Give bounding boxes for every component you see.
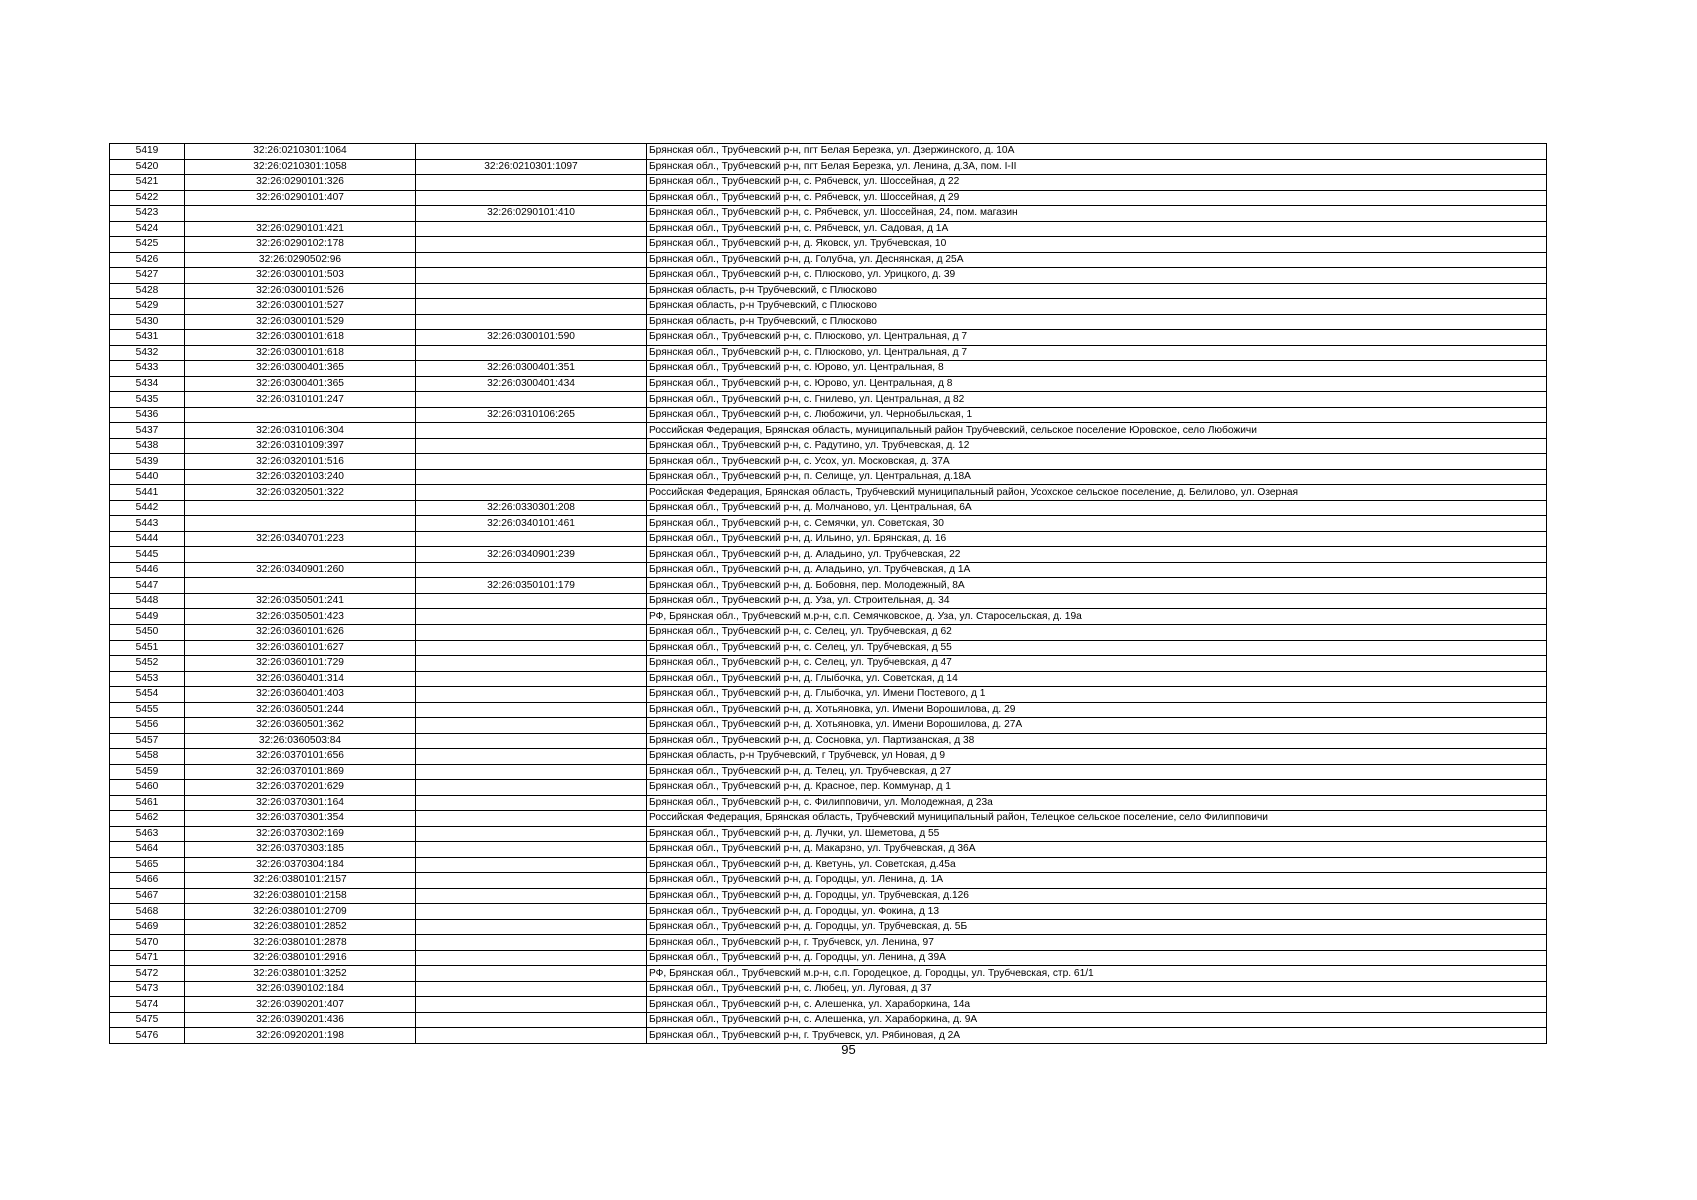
address-cell: Брянская обл., Трубчевский р-н, д. Сосновка, ул. Партизанская, д 38 — [647, 733, 1547, 749]
address-cell: Брянская обл., Трубчевский р-н, пгт Белая Березка, ул. Ленина, д.3А, пом. I-II — [647, 159, 1547, 175]
table-row — [110, 609, 1547, 625]
cadastral-number-cell: 32:26:0370303:185 — [185, 842, 416, 858]
row-number-cell: 5454 — [110, 687, 185, 703]
row-number-cell: 5471 — [110, 950, 185, 966]
cadastral-number-cell: 32:26:0920201:198 — [185, 1028, 416, 1044]
related-cadastral-number-cell: 32:26:0340901:239 — [416, 547, 647, 563]
address-cell: Брянская обл., Трубчевский р-н, д. Аладьино, ул. Трубчевская, 22 — [647, 547, 1547, 563]
cadastral-number-cell: 32:26:0300101:503 — [185, 268, 416, 284]
registry-table — [109, 143, 1547, 1044]
row-number-cell: 5449 — [110, 609, 185, 625]
cadastral-number-cell: 32:26:0390102:184 — [185, 981, 416, 997]
table-row — [110, 997, 1547, 1013]
related-cadastral-number-cell — [416, 687, 647, 703]
cadastral-number-cell: 32:26:0370201:629 — [185, 780, 416, 796]
cadastral-number-cell: 32:26:0300401:365 — [185, 376, 416, 392]
related-cadastral-number-cell — [416, 981, 647, 997]
row-number-cell: 5460 — [110, 780, 185, 796]
address-cell: Брянская область, р-н Трубчевский, с Плюсково — [647, 283, 1547, 299]
address-cell: Брянская обл., Трубчевский р-н, д. Лучки, ул. Шеметова, д 55 — [647, 826, 1547, 842]
related-cadastral-number-cell — [416, 283, 647, 299]
cadastral-number-cell: 32:26:0340701:223 — [185, 531, 416, 547]
related-cadastral-number-cell — [416, 780, 647, 796]
related-cadastral-number-cell — [416, 857, 647, 873]
related-cadastral-number-cell — [416, 175, 647, 191]
cadastral-number-cell: 32:26:0210301:1058 — [185, 159, 416, 175]
table-row — [110, 330, 1547, 346]
row-number-cell: 5470 — [110, 935, 185, 951]
row-number-cell: 5468 — [110, 904, 185, 920]
row-number-cell: 5456 — [110, 718, 185, 734]
row-number-cell: 5431 — [110, 330, 185, 346]
table-row — [110, 981, 1547, 997]
row-number-cell: 5419 — [110, 144, 185, 160]
row-number-cell: 5439 — [110, 454, 185, 470]
address-cell: Брянская обл., Трубчевский р-н, д. Красное, пер. Коммунар, д 1 — [647, 780, 1547, 796]
address-cell: Брянская обл., Трубчевский р-н, д. Городцы, ул. Трубчевская, д. 5Б — [647, 919, 1547, 935]
address-cell: Брянская обл., Трубчевский р-н, с. Рябчевск, ул. Шоссейная, 24, пом. магазин — [647, 206, 1547, 222]
cadastral-number-cell: 32:26:0370101:869 — [185, 764, 416, 780]
cadastral-number-cell: 32:26:0360501:244 — [185, 702, 416, 718]
address-cell: Брянская обл., Трубчевский р-н, с. Гнилево, ул. Центральная, д 82 — [647, 392, 1547, 408]
table-row — [110, 1012, 1547, 1028]
row-number-cell: 5452 — [110, 656, 185, 672]
cadastral-number-cell: 32:26:0390201:436 — [185, 1012, 416, 1028]
address-cell: Брянская обл., Трубчевский р-н, с. Рябчевск, ул. Садовая, д 1А — [647, 221, 1547, 237]
cadastral-number-cell: 32:26:0350501:241 — [185, 593, 416, 609]
related-cadastral-number-cell: 32:26:0290101:410 — [416, 206, 647, 222]
cadastral-number-cell: 32:26:0310109:397 — [185, 438, 416, 454]
table-row — [110, 485, 1547, 501]
related-cadastral-number-cell — [416, 656, 647, 672]
table-row — [110, 283, 1547, 299]
table-row — [110, 795, 1547, 811]
related-cadastral-number-cell — [416, 826, 647, 842]
table-row — [110, 438, 1547, 454]
address-cell: Брянская обл., Трубчевский р-н, с. Любец, ул. Луговая, д 37 — [647, 981, 1547, 997]
row-number-cell: 5423 — [110, 206, 185, 222]
table-row — [110, 702, 1547, 718]
related-cadastral-number-cell — [416, 919, 647, 935]
address-cell: Брянская обл., Трубчевский р-н, с. Селец, ул. Трубчевская, д 55 — [647, 640, 1547, 656]
cadastral-number-cell: 32:26:0350501:423 — [185, 609, 416, 625]
address-cell: Брянская обл., Трубчевский р-н, д. Уза, ул. Строительная, д. 34 — [647, 593, 1547, 609]
row-number-cell: 5472 — [110, 966, 185, 982]
related-cadastral-number-cell — [416, 221, 647, 237]
table-row — [110, 268, 1547, 284]
related-cadastral-number-cell — [416, 423, 647, 439]
related-cadastral-number-cell — [416, 624, 647, 640]
related-cadastral-number-cell — [416, 811, 647, 827]
address-cell: Брянская обл., Трубчевский р-н, д. Яковск, ул. Трубчевская, 10 — [647, 237, 1547, 253]
address-cell: Брянская обл., Трубчевский р-н, г. Трубчевск, ул. Рябиновая, д 2А — [647, 1028, 1547, 1044]
row-number-cell: 5448 — [110, 593, 185, 609]
table-row — [110, 764, 1547, 780]
cadastral-number-cell: 32:26:0360401:314 — [185, 671, 416, 687]
table-row — [110, 966, 1547, 982]
cadastral-number-cell: 32:26:0300101:527 — [185, 299, 416, 315]
address-cell: Брянская обл., Трубчевский р-н, с. Плюсково, ул. Центральная, д 7 — [647, 330, 1547, 346]
cadastral-number-cell: 32:26:0380101:3252 — [185, 966, 416, 982]
table-row — [110, 345, 1547, 361]
cadastral-number-cell: 32:26:0290101:421 — [185, 221, 416, 237]
cadastral-number-cell: 32:26:0370301:354 — [185, 811, 416, 827]
address-cell: Брянская обл., Трубчевский р-н, с. Алешенка, ул. Хараборкина, 14а — [647, 997, 1547, 1013]
table-row — [110, 888, 1547, 904]
related-cadastral-number-cell — [416, 640, 647, 656]
row-number-cell: 5424 — [110, 221, 185, 237]
row-number-cell: 5420 — [110, 159, 185, 175]
address-cell: Брянская обл., Трубчевский р-н, с. Семячки, ул. Советская, 30 — [647, 516, 1547, 532]
table-row — [110, 733, 1547, 749]
cadastral-number-cell: 32:26:0290101:407 — [185, 190, 416, 206]
related-cadastral-number-cell — [416, 671, 647, 687]
cadastral-number-cell: 32:26:0360101:729 — [185, 656, 416, 672]
address-cell: Брянская обл., Трубчевский р-н, с. Плюсково, ул. Урицкого, д. 39 — [647, 268, 1547, 284]
row-number-cell: 5475 — [110, 1012, 185, 1028]
table-row — [110, 826, 1547, 842]
address-cell: Брянская обл., Трубчевский р-н, д. Городцы, ул. Фокина, д 13 — [647, 904, 1547, 920]
related-cadastral-number-cell: 32:26:0340101:461 — [416, 516, 647, 532]
row-number-cell: 5442 — [110, 500, 185, 516]
address-cell: Брянская обл., Трубчевский р-н, д. Хотьяновка, ул. Имени Ворошилова, д. 27А — [647, 718, 1547, 734]
table-row — [110, 299, 1547, 315]
cadastral-number-cell: 32:26:0320103:240 — [185, 469, 416, 485]
table-row — [110, 361, 1547, 377]
address-cell: Брянская обл., Трубчевский р-н, п. Селище, ул. Центральная, д.18А — [647, 469, 1547, 485]
table-row — [110, 252, 1547, 268]
row-number-cell: 5450 — [110, 624, 185, 640]
row-number-cell: 5465 — [110, 857, 185, 873]
cadastral-number-cell: 32:26:0320101:516 — [185, 454, 416, 470]
row-number-cell: 5433 — [110, 361, 185, 377]
cadastral-number-cell: 32:26:0290102:178 — [185, 237, 416, 253]
cadastral-number-cell: 32:26:0210301:1064 — [185, 144, 416, 160]
related-cadastral-number-cell — [416, 144, 647, 160]
row-number-cell: 5427 — [110, 268, 185, 284]
address-cell: Брянская обл., Трубчевский р-н, д. Глыбочка, ул. Советская, д 14 — [647, 671, 1547, 687]
cadastral-number-cell: 32:26:0300101:618 — [185, 345, 416, 361]
related-cadastral-number-cell — [416, 749, 647, 765]
row-number-cell: 5469 — [110, 919, 185, 935]
table-row — [110, 500, 1547, 516]
related-cadastral-number-cell — [416, 314, 647, 330]
row-number-cell: 5453 — [110, 671, 185, 687]
related-cadastral-number-cell — [416, 733, 647, 749]
table-row — [110, 190, 1547, 206]
address-cell: Российская Федерация, Брянская область, Трубчевский муниципальный район, Усохское сельское поселение, д. Белилово, ул. Озерная — [647, 485, 1547, 501]
table-row — [110, 469, 1547, 485]
cadastral-number-cell: 32:26:0380101:2158 — [185, 888, 416, 904]
related-cadastral-number-cell: 32:26:0210301:1097 — [416, 159, 647, 175]
cadastral-number-cell: 32:26:0300101:529 — [185, 314, 416, 330]
related-cadastral-number-cell — [416, 345, 647, 361]
related-cadastral-number-cell — [416, 997, 647, 1013]
related-cadastral-number-cell — [416, 485, 647, 501]
table-row — [110, 206, 1547, 222]
table-row — [110, 687, 1547, 703]
table-row — [110, 656, 1547, 672]
row-number-cell: 5447 — [110, 578, 185, 594]
related-cadastral-number-cell: 32:26:0350101:179 — [416, 578, 647, 594]
row-number-cell: 5467 — [110, 888, 185, 904]
address-cell: Брянская обл., Трубчевский р-н, с. Юрово, ул. Центральная, д 8 — [647, 376, 1547, 392]
address-cell: Брянская обл., Трубчевский р-н, д. Хотьяновка, ул. Имени Ворошилова, д. 29 — [647, 702, 1547, 718]
cadastral-number-cell: 32:26:0370302:169 — [185, 826, 416, 842]
cadastral-number-cell: 32:26:0380101:2709 — [185, 904, 416, 920]
cadastral-number-cell: 32:26:0300101:618 — [185, 330, 416, 346]
cadastral-number-cell: 32:26:0370301:164 — [185, 795, 416, 811]
address-cell: Брянская обл., Трубчевский р-н, д. Телец, ул. Трубчевская, д 27 — [647, 764, 1547, 780]
row-number-cell: 5434 — [110, 376, 185, 392]
table-row — [110, 562, 1547, 578]
cadastral-number-cell — [185, 206, 416, 222]
row-number-cell: 5445 — [110, 547, 185, 563]
row-number-cell: 5436 — [110, 407, 185, 423]
cadastral-number-cell: 32:26:0320501:322 — [185, 485, 416, 501]
row-number-cell: 5464 — [110, 842, 185, 858]
address-cell: Российская Федерация, Брянская область, Трубчевский муниципальный район, Телецкое сельское поселение, село Филипповичи — [647, 811, 1547, 827]
address-cell: Брянская обл., Трубчевский р-н, г. Трубчевск, ул. Ленина, 97 — [647, 935, 1547, 951]
row-number-cell: 5440 — [110, 469, 185, 485]
related-cadastral-number-cell — [416, 299, 647, 315]
row-number-cell: 5451 — [110, 640, 185, 656]
address-cell: Брянская обл., Трубчевский р-н, с. Рябчевск, ул. Шоссейная, д 29 — [647, 190, 1547, 206]
related-cadastral-number-cell — [416, 392, 647, 408]
table-row — [110, 237, 1547, 253]
cadastral-number-cell: 32:26:0360503:84 — [185, 733, 416, 749]
table-row — [110, 159, 1547, 175]
address-cell: Брянская обл., Трубчевский р-н, пгт Белая Березка, ул. Дзержинского, д. 10А — [647, 144, 1547, 160]
row-number-cell: 5432 — [110, 345, 185, 361]
table-row — [110, 811, 1547, 827]
row-number-cell: 5441 — [110, 485, 185, 501]
address-cell: Брянская обл., Трубчевский р-н, с. Радутино, ул. Трубчевская, д. 12 — [647, 438, 1547, 454]
cadastral-number-cell — [185, 516, 416, 532]
row-number-cell: 5466 — [110, 873, 185, 889]
table-row — [110, 857, 1547, 873]
address-cell: Брянская область, р-н Трубчевский, с Плюсково — [647, 299, 1547, 315]
row-number-cell: 5462 — [110, 811, 185, 827]
table-row — [110, 671, 1547, 687]
address-cell: Брянская обл., Трубчевский р-н, д. Кветунь, ул. Советская, д.45а — [647, 857, 1547, 873]
related-cadastral-number-cell: 32:26:0300401:351 — [416, 361, 647, 377]
address-cell: Брянская обл., Трубчевский р-н, д. Молчаново, ул. Центральная, 6А — [647, 500, 1547, 516]
related-cadastral-number-cell: 32:26:0300401:434 — [416, 376, 647, 392]
cadastral-number-cell: 32:26:0300101:526 — [185, 283, 416, 299]
related-cadastral-number-cell — [416, 454, 647, 470]
table-row — [110, 780, 1547, 796]
address-cell: Брянская обл., Трубчевский р-н, с. Селец, ул. Трубчевская, д 47 — [647, 656, 1547, 672]
cadastral-number-cell: 32:26:0290101:326 — [185, 175, 416, 191]
related-cadastral-number-cell — [416, 935, 647, 951]
related-cadastral-number-cell — [416, 562, 647, 578]
page-number: 95 — [841, 1042, 856, 1057]
cadastral-number-cell — [185, 500, 416, 516]
address-cell: Брянская обл., Трубчевский р-н, с. Любожичи, ул. Чернобыльская, 1 — [647, 407, 1547, 423]
address-cell: Брянская обл., Трубчевский р-н, д. Ильино, ул. Брянская, д. 16 — [647, 531, 1547, 547]
table-row — [110, 935, 1547, 951]
cadastral-number-cell: 32:26:0390201:407 — [185, 997, 416, 1013]
row-number-cell: 5457 — [110, 733, 185, 749]
table-row — [110, 392, 1547, 408]
cadastral-number-cell: 32:26:0340901:260 — [185, 562, 416, 578]
row-number-cell: 5438 — [110, 438, 185, 454]
row-number-cell: 5437 — [110, 423, 185, 439]
row-number-cell: 5422 — [110, 190, 185, 206]
address-cell: Брянская область, р-н Трубчевский, г Трубчевск, ул Новая, д 9 — [647, 749, 1547, 765]
related-cadastral-number-cell — [416, 873, 647, 889]
row-number-cell: 5446 — [110, 562, 185, 578]
cadastral-number-cell: 32:26:0300401:365 — [185, 361, 416, 377]
cadastral-number-cell: 32:26:0360501:362 — [185, 718, 416, 734]
related-cadastral-number-cell — [416, 888, 647, 904]
address-cell: Брянская обл., Трубчевский р-н, д. Городцы, ул. Трубчевская, д.126 — [647, 888, 1547, 904]
related-cadastral-number-cell — [416, 702, 647, 718]
related-cadastral-number-cell — [416, 469, 647, 485]
address-cell: Брянская обл., Трубчевский р-н, с. Филипповичи, ул. Молодежная, д 23а — [647, 795, 1547, 811]
table-row — [110, 454, 1547, 470]
table-row — [110, 144, 1547, 160]
related-cadastral-number-cell — [416, 950, 647, 966]
table-row — [110, 749, 1547, 765]
related-cadastral-number-cell: 32:26:0330301:208 — [416, 500, 647, 516]
table-row — [110, 314, 1547, 330]
table-row — [110, 904, 1547, 920]
table-row — [110, 423, 1547, 439]
cadastral-number-cell: 32:26:0370101:656 — [185, 749, 416, 765]
row-number-cell: 5443 — [110, 516, 185, 532]
cadastral-number-cell: 32:26:0360401:403 — [185, 687, 416, 703]
table-row — [110, 376, 1547, 392]
related-cadastral-number-cell — [416, 268, 647, 284]
address-cell: Брянская обл., Трубчевский р-н, д. Голубча, ул. Деснянская, д 25А — [647, 252, 1547, 268]
table-row — [110, 175, 1547, 191]
table-row — [110, 221, 1547, 237]
related-cadastral-number-cell — [416, 252, 647, 268]
related-cadastral-number-cell — [416, 904, 647, 920]
row-number-cell: 5473 — [110, 981, 185, 997]
table-row — [110, 624, 1547, 640]
related-cadastral-number-cell — [416, 842, 647, 858]
related-cadastral-number-cell — [416, 438, 647, 454]
cadastral-number-cell: 32:26:0370304:184 — [185, 857, 416, 873]
address-cell: РФ, Брянская обл., Трубчевский м.р-н, с.п. Семячковское, д. Уза, ул. Старосельская, д. 19а — [647, 609, 1547, 625]
related-cadastral-number-cell — [416, 190, 647, 206]
row-number-cell: 5474 — [110, 997, 185, 1013]
address-cell: Брянская обл., Трубчевский р-н, д. Городцы, ул. Ленина, д. 1А — [647, 873, 1547, 889]
related-cadastral-number-cell — [416, 1012, 647, 1028]
related-cadastral-number-cell — [416, 237, 647, 253]
row-number-cell: 5458 — [110, 749, 185, 765]
cadastral-number-cell — [185, 578, 416, 594]
row-number-cell: 5459 — [110, 764, 185, 780]
cadastral-number-cell — [185, 547, 416, 563]
address-cell: Российская Федерация, Брянская область, муниципальный район Трубчевский, сельское поселение Юровское, село Любожичи — [647, 423, 1547, 439]
table-row — [110, 842, 1547, 858]
address-cell: Брянская обл., Трубчевский р-н, д. Бобовня, пер. Молодежный, 8А — [647, 578, 1547, 594]
address-cell: Брянская область, р-н Трубчевский, с Плюсково — [647, 314, 1547, 330]
address-cell: Брянская обл., Трубчевский р-н, д. Макарзно, ул. Трубчевская, д 36А — [647, 842, 1547, 858]
row-number-cell: 5430 — [110, 314, 185, 330]
row-number-cell: 5429 — [110, 299, 185, 315]
table-row — [110, 718, 1547, 734]
cadastral-number-cell: 32:26:0380101:2852 — [185, 919, 416, 935]
related-cadastral-number-cell — [416, 718, 647, 734]
cadastral-number-cell: 32:26:0290502:96 — [185, 252, 416, 268]
cadastral-number-cell: 32:26:0380101:2916 — [185, 950, 416, 966]
table-row — [110, 919, 1547, 935]
related-cadastral-number-cell — [416, 966, 647, 982]
related-cadastral-number-cell: 32:26:0300101:590 — [416, 330, 647, 346]
cadastral-number-cell: 32:26:0360101:627 — [185, 640, 416, 656]
row-number-cell: 5476 — [110, 1028, 185, 1044]
table-row — [110, 547, 1547, 563]
address-cell: Брянская обл., Трубчевский р-н, с. Рябчевск, ул. Шоссейная, д 22 — [647, 175, 1547, 191]
table-row — [110, 407, 1547, 423]
registry-table-body — [110, 144, 1547, 1044]
address-cell: Брянская обл., Трубчевский р-н, с. Плюсково, ул. Центральная, д 7 — [647, 345, 1547, 361]
row-number-cell: 5435 — [110, 392, 185, 408]
related-cadastral-number-cell — [416, 795, 647, 811]
table-row — [110, 516, 1547, 532]
address-cell: РФ, Брянская обл., Трубчевский м.р-н, с.п. Городецкое, д. Городцы, ул. Трубчевская, стр. 61/1 — [647, 966, 1547, 982]
table-row — [110, 531, 1547, 547]
table-row — [110, 950, 1547, 966]
related-cadastral-number-cell — [416, 593, 647, 609]
address-cell: Брянская обл., Трубчевский р-н, д. Городцы, ул. Ленина, д 39А — [647, 950, 1547, 966]
related-cadastral-number-cell — [416, 531, 647, 547]
related-cadastral-number-cell — [416, 609, 647, 625]
row-number-cell: 5461 — [110, 795, 185, 811]
row-number-cell: 5428 — [110, 283, 185, 299]
table-row — [110, 640, 1547, 656]
address-cell: Брянская обл., Трубчевский р-н, с. Селец, ул. Трубчевская, д 62 — [647, 624, 1547, 640]
row-number-cell: 5425 — [110, 237, 185, 253]
related-cadastral-number-cell — [416, 764, 647, 780]
cadastral-number-cell: 32:26:0380101:2157 — [185, 873, 416, 889]
address-cell: Брянская обл., Трубчевский р-н, с. Юрово, ул. Центральная, 8 — [647, 361, 1547, 377]
cadastral-number-cell: 32:26:0310101:247 — [185, 392, 416, 408]
row-number-cell: 5421 — [110, 175, 185, 191]
address-cell: Брянская обл., Трубчевский р-н, д. Глыбочка, ул. Имени Постевого, д 1 — [647, 687, 1547, 703]
table-row — [110, 873, 1547, 889]
related-cadastral-number-cell: 32:26:0310106:265 — [416, 407, 647, 423]
address-cell: Брянская обл., Трубчевский р-н, с. Алешенка, ул. Хараборкина, д. 9А — [647, 1012, 1547, 1028]
row-number-cell: 5444 — [110, 531, 185, 547]
cadastral-number-cell: 32:26:0380101:2878 — [185, 935, 416, 951]
address-cell: Брянская обл., Трубчевский р-н, с. Усох, ул. Московская, д. 37А — [647, 454, 1547, 470]
row-number-cell: 5455 — [110, 702, 185, 718]
cadastral-number-cell: 32:26:0310106:304 — [185, 423, 416, 439]
address-cell: Брянская обл., Трубчевский р-н, д. Аладьино, ул. Трубчевская, д 1А — [647, 562, 1547, 578]
table-row — [110, 593, 1547, 609]
table-row — [110, 578, 1547, 594]
cadastral-number-cell — [185, 407, 416, 423]
row-number-cell: 5463 — [110, 826, 185, 842]
row-number-cell: 5426 — [110, 252, 185, 268]
cadastral-number-cell: 32:26:0360101:626 — [185, 624, 416, 640]
